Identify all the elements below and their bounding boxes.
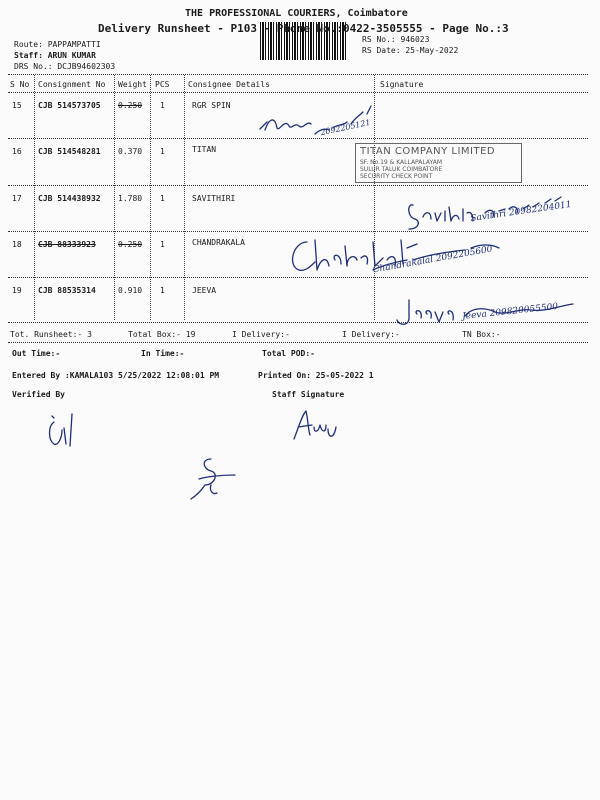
row-consignee: TITAN bbox=[192, 145, 217, 154]
row-consignment: CJB 88535314 bbox=[38, 286, 96, 295]
totals-rule bbox=[8, 342, 588, 343]
titan-company-stamp bbox=[355, 143, 522, 183]
rs-date: RS Date: 25-May-2022 bbox=[362, 46, 459, 55]
total-runsheet: Tot. Runsheet:- 3 bbox=[10, 330, 92, 339]
col-consignee: Consignee Details bbox=[188, 80, 270, 89]
row-pcs: 1 bbox=[160, 286, 165, 295]
company-title: THE PROFESSIONAL COURIERS, Coimbatore bbox=[185, 8, 408, 19]
handwritten-text: Chandrakalal 2092205600 bbox=[372, 244, 494, 276]
row-consignee: SAVITHIRI bbox=[192, 194, 236, 203]
out-time: Out Time:- bbox=[12, 349, 61, 358]
col-consignment: Consignment No bbox=[38, 80, 106, 89]
row-consignment: CJB 514573705 bbox=[38, 101, 101, 110]
row-consignee: RGR SPIN bbox=[192, 101, 231, 110]
row-sno: 16 bbox=[12, 147, 22, 156]
handwritten-signature bbox=[285, 232, 515, 282]
row-weight: 1.780 bbox=[118, 194, 143, 203]
row-consignee: JEEVA bbox=[192, 286, 217, 295]
col-signature: Signature bbox=[380, 80, 424, 89]
row-weight: 0.250 bbox=[118, 101, 143, 110]
verified-by-label: Verified By bbox=[12, 390, 65, 399]
total-delivery-2: I Delivery:- bbox=[342, 330, 400, 339]
col-sno: S No bbox=[10, 80, 30, 89]
verifier-signature bbox=[40, 410, 90, 450]
drs-label: DRS No.: DCJB94602303 bbox=[14, 62, 116, 71]
row-sno: 19 bbox=[12, 286, 22, 295]
stamp-line: TITAN COMPANY LIMITED bbox=[360, 146, 496, 157]
row-sno: 15 bbox=[12, 101, 22, 110]
manager-signature bbox=[185, 455, 245, 505]
row-pcs: 1 bbox=[160, 147, 165, 156]
row-pcs: 1 bbox=[160, 101, 165, 110]
row-consignment: CJB 514548281 bbox=[38, 147, 101, 156]
row-weight: 0.250 bbox=[118, 240, 143, 249]
rs-no: RS No.: 946023 bbox=[362, 35, 430, 44]
tn-box: TN Box:- bbox=[462, 330, 501, 339]
row-sno: 17 bbox=[12, 194, 22, 203]
runsheet-title: Delivery Runsheet - P103 - Phone No.:0422-3505555 - Page No.:3 bbox=[98, 22, 509, 35]
row-pcs: 1 bbox=[160, 194, 165, 203]
col-pcs: PCS bbox=[155, 80, 170, 89]
col-divider bbox=[34, 75, 35, 320]
staff-signature bbox=[290, 405, 340, 445]
col-divider bbox=[150, 75, 151, 320]
handwritten-signature bbox=[255, 104, 395, 144]
row-consignment: CJB 88333923 bbox=[38, 240, 96, 249]
row-rule bbox=[8, 185, 588, 186]
entered-by: Entered By :KAMALA103 5/25/2022 12:08:01 PM bbox=[12, 371, 220, 380]
col-divider bbox=[114, 75, 115, 320]
stamp-line: SULUR TALUK COIMBATORE bbox=[360, 166, 443, 173]
row-weight: 0.370 bbox=[118, 147, 143, 156]
in-time: In Time:- bbox=[141, 349, 185, 358]
row-sno: 18 bbox=[12, 240, 22, 249]
handwritten-text: Savithri 20982204011 bbox=[469, 199, 573, 225]
row-weight: 0.910 bbox=[118, 286, 143, 295]
staff-signature-label: Staff Signature bbox=[272, 390, 345, 399]
row-consignment: CJB 514438932 bbox=[38, 194, 101, 203]
row-pcs: 1 bbox=[160, 240, 165, 249]
table-header-rule bbox=[8, 92, 588, 93]
row-consignee: CHANDRAKALA bbox=[192, 238, 245, 247]
total-pod: Total POD:- bbox=[262, 349, 315, 358]
col-divider bbox=[184, 75, 185, 320]
table-top-rule bbox=[8, 74, 588, 75]
total-delivery: I Delivery:- bbox=[232, 330, 290, 339]
total-box: Total Box:- 19 bbox=[128, 330, 196, 339]
stamp-line: SF. No.19 & KALLAPALAYAM bbox=[360, 159, 442, 166]
stamp-line: SECURITY CHECK POINT bbox=[360, 173, 433, 180]
printed-on: Printed On: 25-05-2022 1 bbox=[258, 371, 374, 380]
staff-label: Staff: ARUN KUMAR bbox=[14, 51, 96, 60]
route-label: Route: PAPPAMPATTI bbox=[14, 40, 101, 49]
col-weight: Weight bbox=[118, 80, 147, 89]
handwritten-text: Jeeva 209820055500 bbox=[461, 301, 559, 323]
handwritten-number: 2092205121 bbox=[319, 117, 372, 138]
